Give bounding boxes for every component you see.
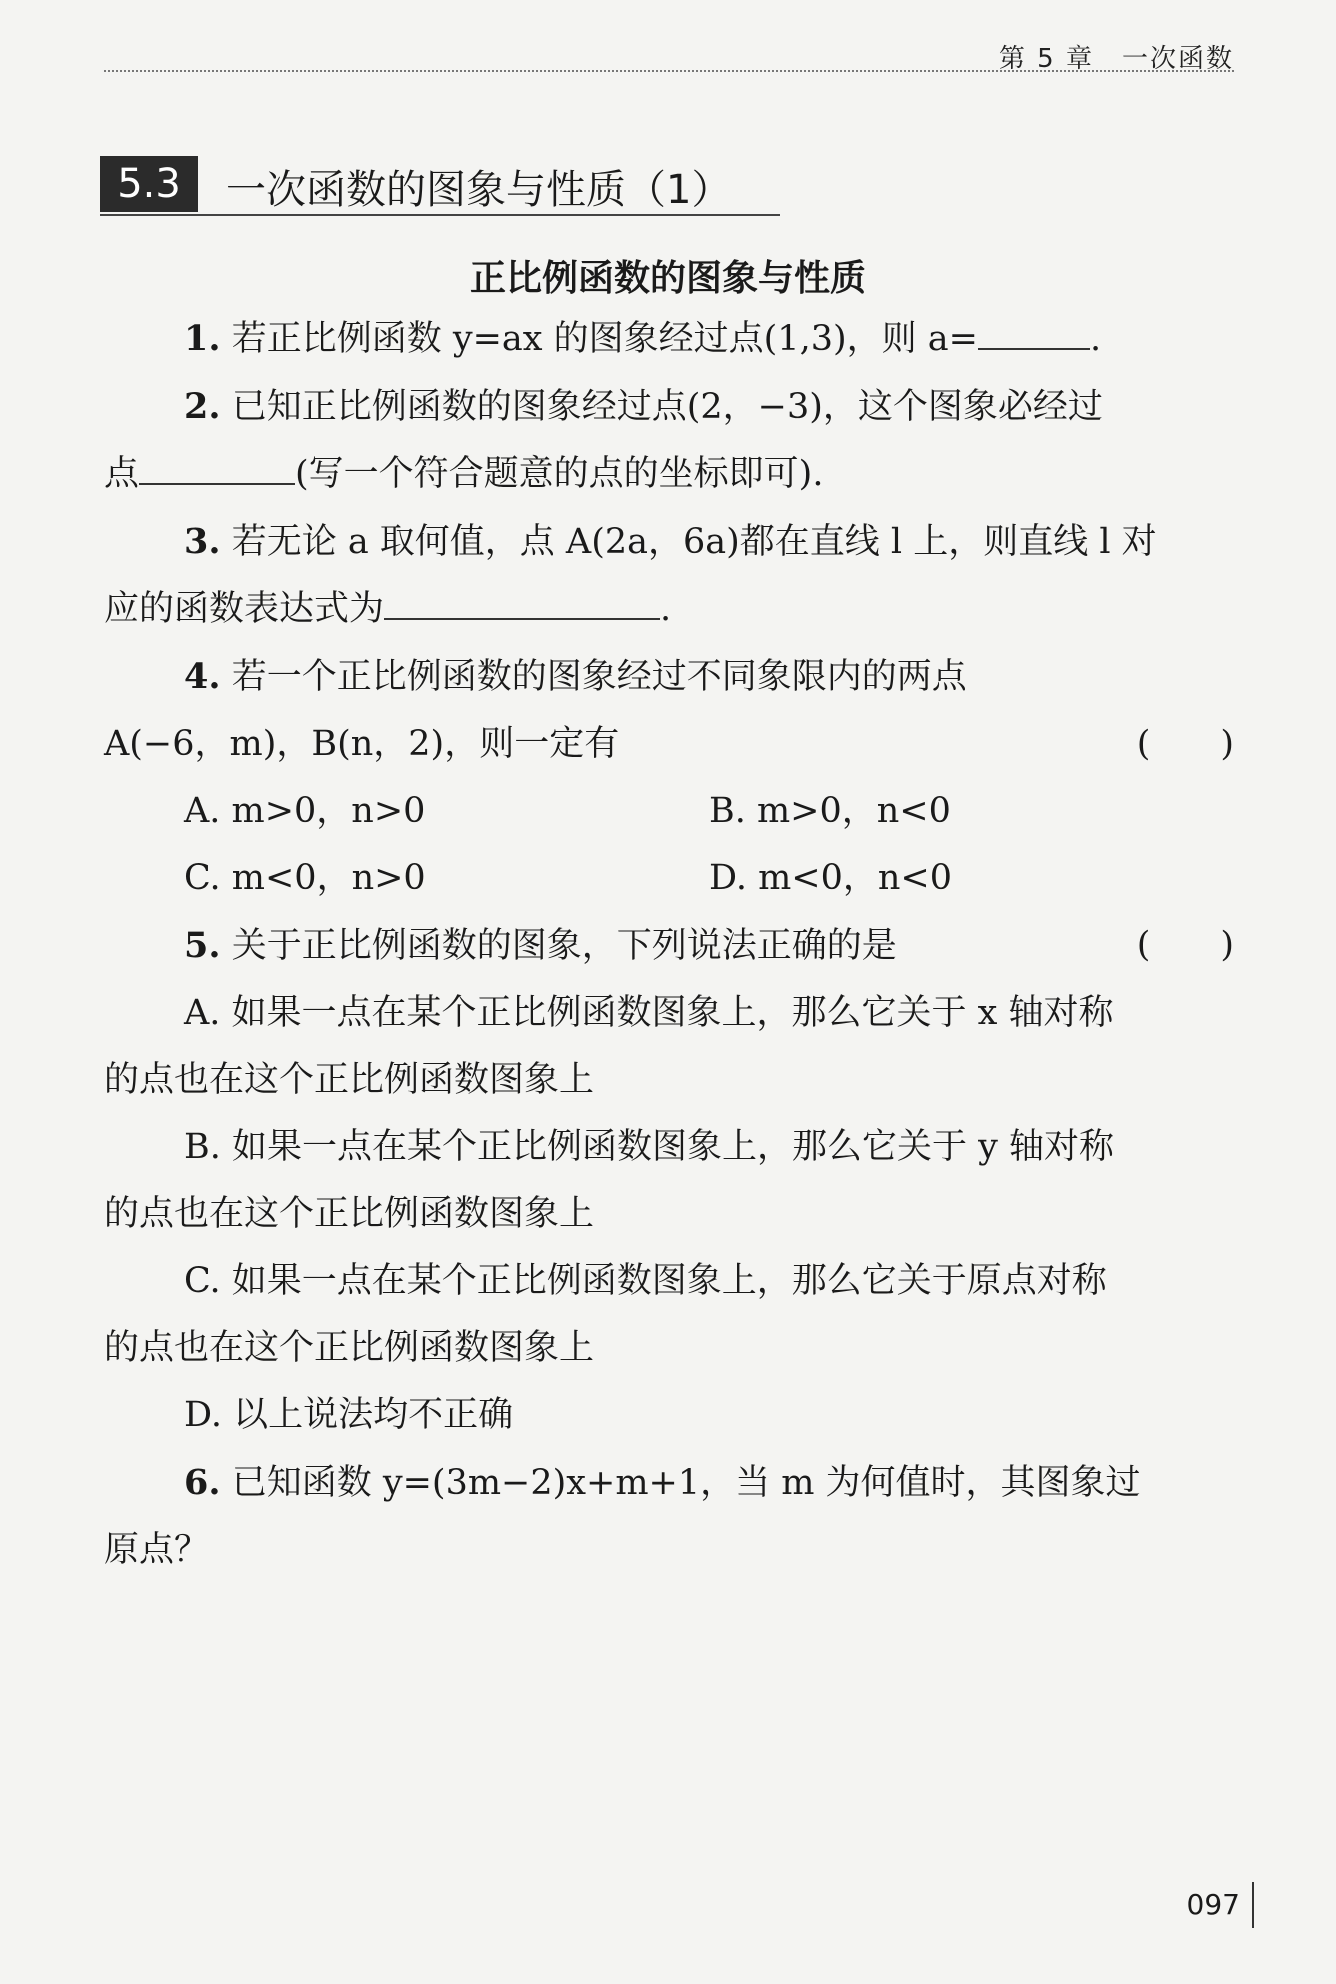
question-text: A(−6，m)，B(n，2)，则一定有 — [104, 724, 620, 764]
option-b: B. m>0，n<0 — [709, 791, 951, 831]
option-d: D. m<0，n<0 — [709, 858, 952, 898]
question-2-cont — [104, 441, 1234, 508]
question-text: 点 — [104, 454, 140, 494]
question-number: 4. — [184, 656, 221, 697]
question-text-end: (写一个符合题意的点的坐标即可). — [295, 454, 824, 494]
question-text: 若无论 a 取何值，点 A(2a，6a)都在直线 l 上，则直线 l 对 — [231, 522, 1157, 562]
question-number: 5. — [184, 925, 221, 966]
question-text: 已知函数 y=(3m−2)x+m+1，当 m 为何值时，其图象过 — [231, 1463, 1141, 1503]
question-number: 3. — [184, 521, 221, 562]
option-a: A. m>0，n>0 — [184, 791, 426, 831]
question-3-cont — [104, 576, 1234, 643]
option-b-cont: 的点也在这个正比例函数图象上 — [104, 1194, 595, 1234]
answer-blank[interactable] — [384, 578, 660, 620]
chapter-label: 第 5 章 一次函数 — [998, 44, 1234, 74]
question-6-cont: 原点？ — [104, 1530, 210, 1570]
question-text: 关于正比例函数的图象，下列说法正确的是 — [231, 926, 897, 966]
question-6 — [104, 1449, 1234, 1517]
question-text: 若正比例函数 y=ax 的图象经过点(1,3)，则 a= — [231, 319, 978, 359]
running-header — [104, 30, 1234, 72]
question-text: 已知正比例函数的图象经过点(2，−3)，这个图象必经过 — [231, 387, 1103, 427]
question-number: 6. — [184, 1462, 221, 1503]
question-2 — [104, 373, 1234, 441]
option-a-cont: 的点也在这个正比例函数图象上 — [104, 1060, 595, 1100]
page-number: 097 — [1187, 1882, 1254, 1928]
question-5 — [104, 912, 1234, 980]
option-a: A. 如果一点在某个正比例函数图象上，那么它关于 x 轴对称 — [184, 993, 1114, 1033]
question-text: 应的函数表达式为 — [104, 589, 385, 629]
option-c: C. 如果一点在某个正比例函数图象上，那么它关于原点对称 — [184, 1261, 1107, 1301]
question-number: 1. — [184, 318, 221, 359]
question-1 — [104, 305, 1234, 373]
question-text-end: . — [1089, 319, 1102, 359]
options-row — [104, 778, 1234, 845]
question-3 — [104, 508, 1234, 576]
option-c-cont: 的点也在这个正比例函数图象上 — [104, 1328, 595, 1368]
exercise-list — [104, 305, 1234, 1584]
option-c: C. m<0，n>0 — [184, 858, 426, 898]
question-4 — [104, 643, 1234, 711]
answer-parentheses[interactable]: ( ) — [1136, 925, 1234, 965]
options-row — [104, 845, 1234, 912]
section-number: 5.3 — [100, 156, 198, 212]
answer-blank[interactable] — [978, 308, 1090, 350]
question-text: 若一个正比例函数的图象经过不同象限内的两点 — [231, 657, 967, 697]
question-4-cont — [104, 711, 1234, 778]
option-d: D. 以上说法均不正确 — [184, 1395, 514, 1435]
section-heading — [100, 150, 780, 216]
answer-parentheses[interactable]: ( ) — [1136, 724, 1234, 764]
answer-blank[interactable] — [139, 443, 295, 485]
option-b: B. 如果一点在某个正比例函数图象上，那么它关于 y 轴对称 — [184, 1127, 1114, 1167]
section-title: 一次函数的图象与性质（1） — [226, 167, 732, 213]
question-number: 2. — [184, 386, 221, 427]
subsection-title: 正比例函数的图象与性质 — [469, 258, 866, 299]
question-text-end: . — [660, 589, 672, 629]
